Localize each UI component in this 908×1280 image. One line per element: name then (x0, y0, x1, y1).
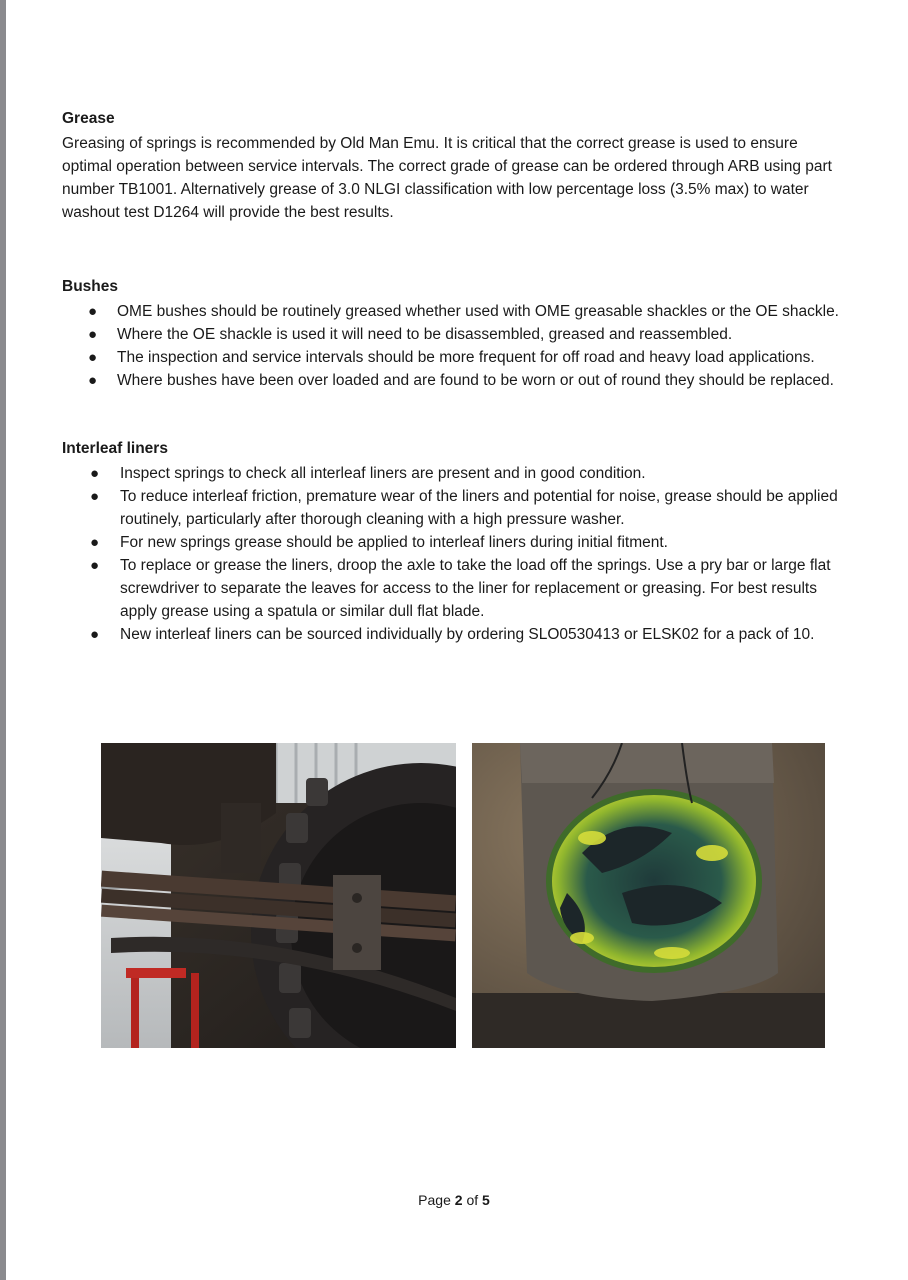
bullet-icon: ● (88, 303, 98, 320)
photo-row (101, 743, 825, 1048)
list-item-text: For new springs grease should be applied to interleaf liners during initial fitment. (120, 534, 668, 551)
bullet-icon: ● (88, 372, 98, 389)
list-item (62, 462, 842, 485)
current-page-number: 2 (454, 1192, 463, 1208)
list-item-text: To reduce interleaf friction, premature wear of the liners and potential for noise, grease should be applied routinely, particularly after thorough cleaning with a high pressure washer. (120, 488, 838, 528)
bullet-icon: ● (90, 534, 100, 551)
list-item (62, 300, 842, 323)
list-item-text: Where the OE shackle is used it will need to be disassembled, greased and reassembled. (117, 326, 733, 343)
total-pages-number: 5 (482, 1192, 490, 1208)
interleaf-liner-photo (472, 743, 825, 1048)
page-footer (0, 1192, 908, 1208)
page-edge-bar (0, 0, 6, 1280)
grease-heading: Grease (62, 110, 115, 127)
list-item (62, 554, 842, 623)
list-item-text: To replace or grease the liners, droop the axle to take the load off the springs. Use a pry bar or large flat screwdriver to separate the leaves for access to the liner for replacement or greasing. For best results apply grease using a spatula or similar dull flat blade. (120, 557, 831, 620)
greased-liner-illustration (472, 743, 825, 1048)
bushes-heading: Bushes (62, 278, 118, 295)
footer-middle: of (462, 1192, 483, 1208)
list-item-text: OME bushes should be routinely greased whether used with OME greasable shackles or the OE shackle. (117, 303, 839, 320)
interleaf-heading: Interleaf liners (62, 440, 168, 457)
list-item (62, 531, 842, 554)
list-item-text: Where bushes have been over loaded and are found to be worn or out of round they should be replaced. (117, 372, 834, 389)
bushes-section (62, 276, 842, 392)
bullet-icon: ● (90, 557, 100, 574)
interleaf-section (62, 438, 842, 646)
grease-paragraph: Greasing of springs is recommended by Old Man Emu. It is critical that the correct grease is used to ensure optimal operation between service intervals. The correct grade of grease can be ordered through ARB using part number TB1001. Alternatively grease of 3.0 NLGI classification with low percentage loss (3.5% max) to water washout test D1264 will provide the best results. (62, 135, 832, 221)
bullet-icon: ● (90, 626, 100, 643)
list-item-text: The inspection and service intervals should be more frequent for off road and heavy load applications. (117, 349, 815, 366)
grease-section (62, 108, 842, 224)
bullet-icon: ● (90, 465, 100, 482)
leaf-spring-illustration (101, 743, 456, 1048)
bullet-icon: ● (88, 349, 98, 366)
list-item-text: Inspect springs to check all interleaf liners are present and in good condition. (120, 465, 646, 482)
bullet-icon: ● (90, 488, 100, 505)
list-item (62, 623, 842, 646)
list-item (62, 485, 842, 531)
bushes-list (62, 300, 842, 392)
bullet-icon: ● (88, 326, 98, 343)
list-item (62, 346, 842, 369)
interleaf-list (62, 462, 842, 646)
document-page (62, 108, 842, 646)
leaf-spring-photo (101, 743, 456, 1048)
list-item (62, 369, 842, 392)
list-item (62, 323, 842, 346)
footer-prefix: Page (418, 1192, 455, 1208)
list-item-text: New interleaf liners can be sourced individually by ordering SLO0530413 or ELSK02 for a pack of 10. (120, 626, 815, 643)
